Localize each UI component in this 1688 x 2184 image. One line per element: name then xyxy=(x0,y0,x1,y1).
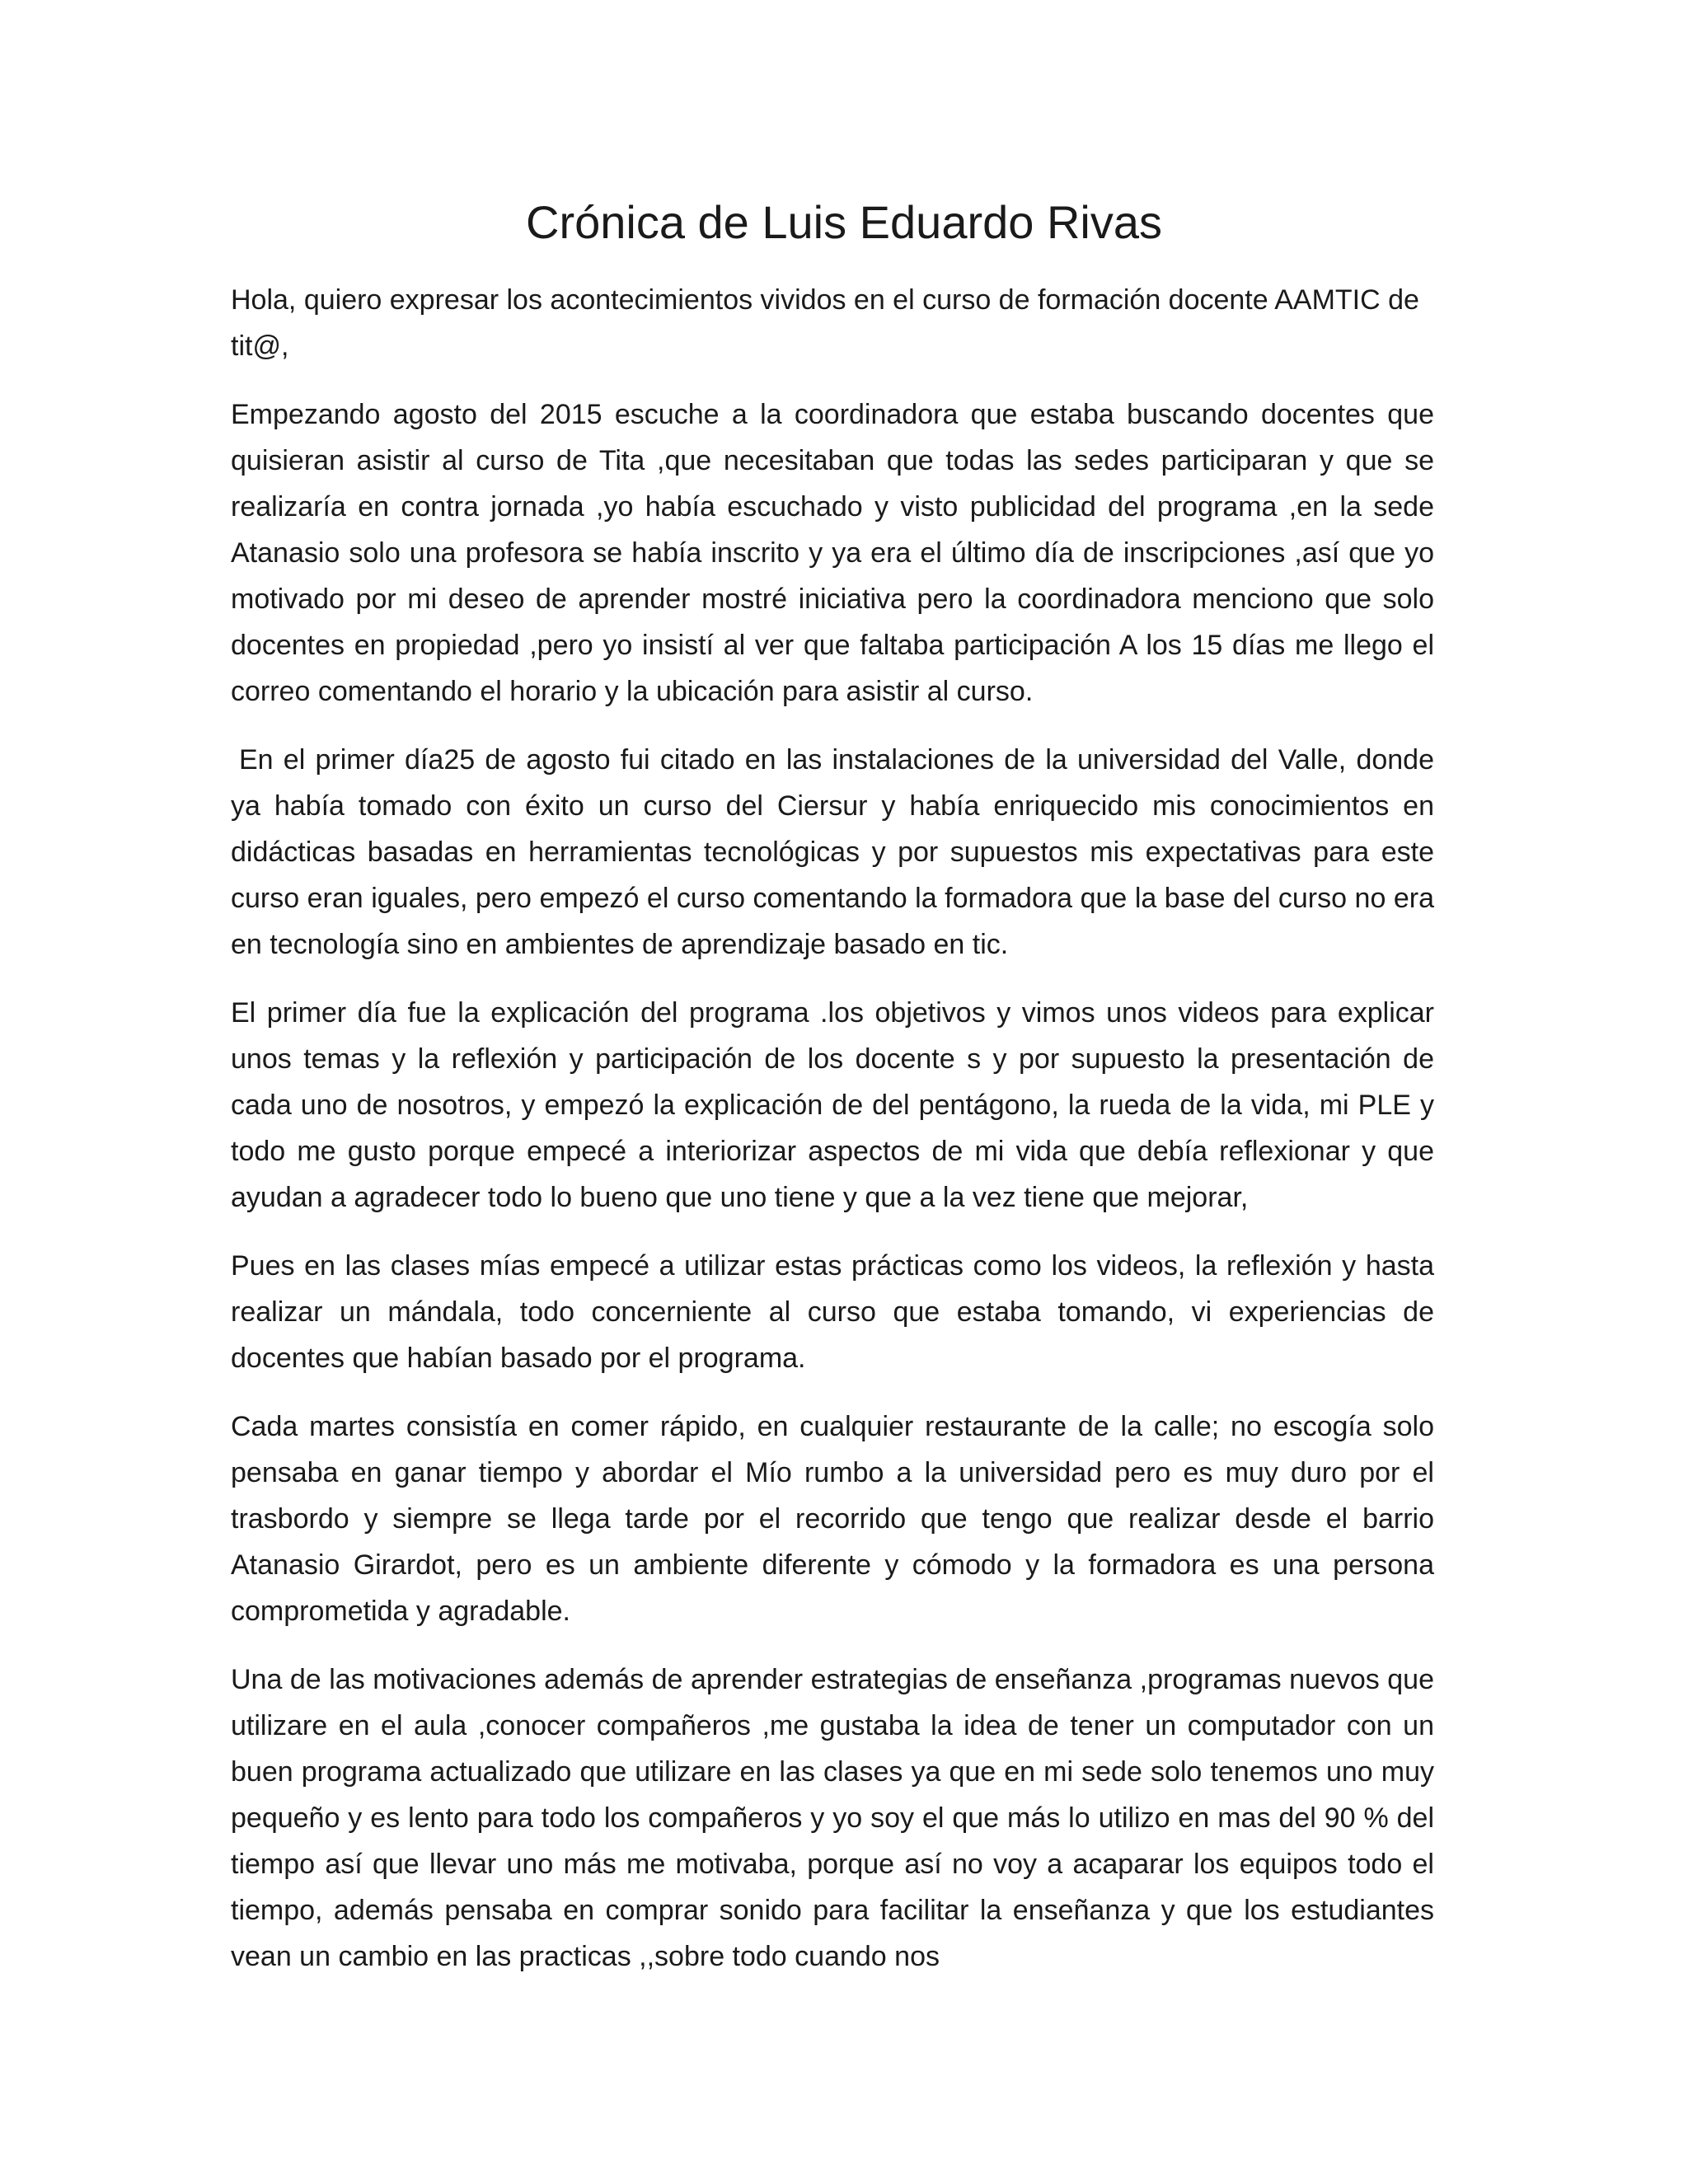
paragraph-motivations: Una de las motivaciones además de aprender estrategias de enseñanza ,programas nuevos que utilizare en el aula ,conocer compañeros ,me gustaba la idea de tener un computador con un buen programa actualizado que utilizare en las clases ya que en mi sede solo tenemos uno muy pequeño y es lento para todo los compañeros y yo soy el que más lo utilizo en mas del 90 % del tiempo así que llevar uno más me motivaba, porque así no voy a acaparar los equipos todo el tiempo, además pensaba en comprar sonido para facilitar la enseñanza y que los estudiantes vean un cambio en las practicas ,,sobre todo cuando nos xyxy=(231,1664,1434,1972)
paragraph-intro: Hola, quiero expresar los acontecimientos vividos en el curso de formación docente AAMTIC de tit@, xyxy=(231,284,1419,362)
paragraph-registration: Empezando agosto del 2015 escuche a la coordinadora que estaba buscando docentes que quisieran asistir al curso de Tita ,que necesitaban que todas las sedes participaran y que se realizaría en contra jornada ,yo había escuchado y visto publicidad del programa ,en la sede Atanasio solo una profesora se había inscrito y ya era el último día de inscripciones ,así que yo motivado por mi deseo de aprender mostré iniciativa pero la coordinadora menciono que solo docentes en propiedad ,pero yo insistí al ver que faltaba participación A los 15 días me llego el correo comentando el horario y la ubicación para asistir al curso. xyxy=(231,399,1434,707)
paragraph-tuesdays: Cada martes consistía en comer rápido, en cualquier restaurante de la calle; no escogía solo pensaba en ganar tiempo y abordar el Mío rumbo a la universidad pero es muy duro por el trasbordo y siempre se llega tarde por el recorrido que tengo que realizar desde el barrio Atanasio Girardot, pero es un ambiente diferente y cómodo y la formadora es una persona comprometida y agradable. xyxy=(231,1411,1434,1627)
paragraph-program-explanation: El primer día fue la explicación del programa .los objetivos y vimos unos videos para explicar unos temas y la reflexión y participación de los docente s y por supuesto la presentación de cada uno de nosotros, y empezó la explicación de del pentágono, la rueda de la vida, mi PLE y todo me gusto porque empecé a interiorizar aspectos de mi vida que debía reflexionar y que ayudan a agradecer todo lo bueno que uno tiene y que a la vez tiene que mejorar, xyxy=(231,997,1434,1213)
paragraph-classroom-practice: Pues en las clases mías empecé a utilizar estas prácticas como los videos, la reflexión y hasta realizar un mándala, todo concerniente al curso que estaba tomando, vi experiencias de docentes que habían basado por el programa. xyxy=(231,1250,1434,1374)
document-body xyxy=(231,277,1434,1980)
paragraph-first-day: En el primer día25 de agosto fui citado en las instalaciones de la universidad del Valle, donde ya había tomado con éxito un curso del Ciersur y había enriquecido mis conocimientos en didácticas basadas en herramientas tecnológicas y por supuestos mis expectativas para este curso eran iguales, pero empezó el curso comentando la formadora que la base del curso no era en tecnología sino en ambientes de aprendizaje basado en tic. xyxy=(231,744,1434,960)
document-title: Crónica de Luis Eduardo Rivas xyxy=(526,196,1162,248)
